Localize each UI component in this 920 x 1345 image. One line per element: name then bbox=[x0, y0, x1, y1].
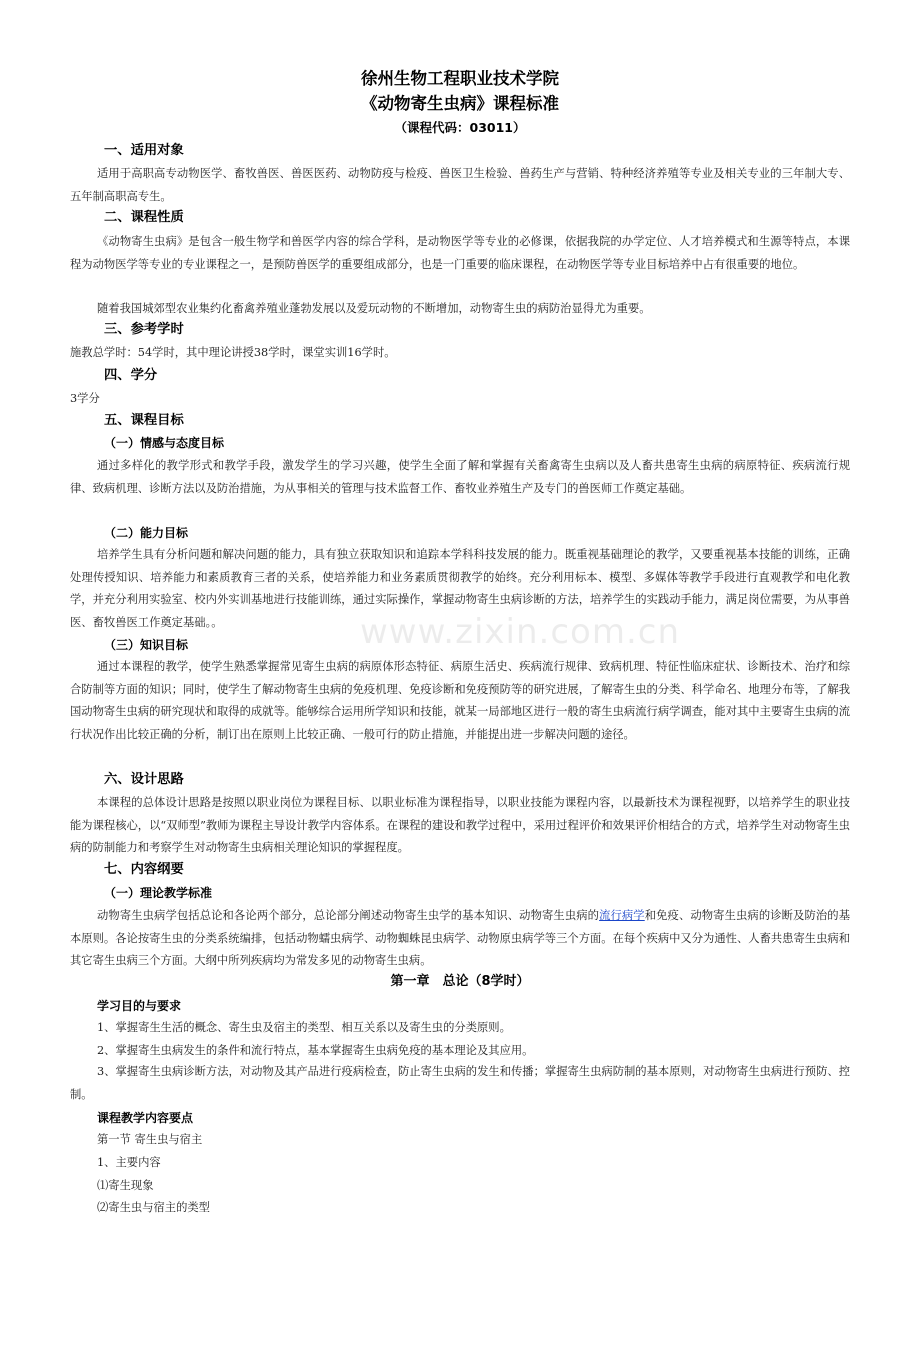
subsection-5-1-paragraph: 通过多样化的教学形式和教学手段，激发学生的学习兴趣，使学生全面了解和掌握有关畜禽寄生虫病以及人畜共患寄生虫病的病原特征、疾病流行规律、致病机理、诊断方法以及防治措施，为从事相关的管理与技术监督工作、畜牧业养殖生产及专门的兽医师工作奠定基础。 bbox=[70, 459, 850, 495]
subsection-heading-7-1: （一）理论教学标准 bbox=[104, 886, 213, 900]
content-label: 课程教学内容要点 bbox=[97, 1111, 194, 1125]
section-2-paragraph-2: 随着我国城郊型农业集约化畜禽养殖业蓬勃发展以及爱玩动物的不断增加，动物寄生虫的病防治显得尤为重要。 bbox=[97, 302, 651, 315]
paragraph-text-before-link: 动物寄生虫病学包括总论和各论两个部分，总论部分阐述动物寄生虫学的基本知识、动物寄生虫病的 bbox=[97, 909, 600, 922]
course-title: 《动物寄生虫病》课程标准 bbox=[361, 94, 559, 113]
section-heading-7: 七、内容纲要 bbox=[104, 862, 184, 877]
paragraph-text-after-link: 和免疫、动物寄生虫病的诊断及防治的基本原则。各论按寄生虫的分类系统编排，包括动物蠕虫病学、动物蜘蛛昆虫病学、动物原虫病学等三个方面。在每个疾病中又分为通性、人畜共患寄生虫病和其它寄生虫病三个方面。大纲中所列疾病均为常发多见的动物寄生虫病。 bbox=[70, 909, 850, 968]
goals-label: 学习目的与要求 bbox=[97, 999, 182, 1013]
section-1-paragraph: 适用于高职高专动物医学、畜牧兽医、兽医医药、动物防疫与检疫、兽医卫生检验、兽药生产与营销、特种经济养殖等专业及相关专业的三年制大专、五年制高职高专生。 bbox=[70, 167, 850, 203]
section-heading-4: 四、学分 bbox=[104, 368, 158, 383]
goal-3: 3、掌握寄生虫病诊断方法，对动物及其产品进行疫病检查，防止寄生虫病的发生和传播；掌握寄生虫病防制的基本原则，对动物寄生虫病进行预防、控制。 bbox=[70, 1065, 850, 1101]
subsection-7-1-paragraph bbox=[70, 905, 850, 973]
subsection-5-2-paragraph: 培养学生具有分析问题和解决问题的能力，具有独立获取知识和追踪本学科科技发展的能力。既重视基础理论的教学，又要重视基本技能的训练，正确处理传授知识、培养能力和素质教育三者的关系，使培养能力和业务素质贯彻教学的始终。充分利用标本、模型、多媒体等教学手段进行直观教学和电化教学，并充分利用实验室、校内外实训基地进行技能训练，通过实际操作，掌握动物寄生虫病诊断的方法，培养学生的实践动手能力，满足岗位需要，为从事兽医、畜牧兽医工作奠定基础。。 bbox=[70, 548, 850, 629]
subsection-heading-5-3: （三）知识目标 bbox=[104, 638, 189, 652]
chapter-1-title: 第一章 总论（8学时） bbox=[390, 974, 530, 989]
course-code: （课程代码：03011） bbox=[394, 120, 526, 135]
content-subitem-2: ⑵寄生虫与宿主的类型 bbox=[97, 1201, 210, 1214]
chapter-1-section-1: 第一节 寄生虫与宿主 bbox=[97, 1133, 203, 1146]
section-2-paragraph-1: 《动物寄生虫病》是包含一般生物学和兽医学内容的综合学科，是动物医学等专业的必修课，依据我院的办学定位、人才培养模式和生源等特点，本课程为动物医学等专业的专业课程之一，是预防兽医学的重要组成部分，也是一门重要的临床课程，在动物医学等专业目标培养中占有很重要的地位。 bbox=[70, 235, 850, 271]
content-subitem-1: ⑴寄生现象 bbox=[97, 1179, 154, 1192]
section-heading-1: 一、适用对象 bbox=[104, 143, 184, 158]
watermark: www.zixin.com.cn bbox=[360, 612, 680, 652]
section-heading-5: 五、课程目标 bbox=[104, 413, 184, 428]
school-title: 徐州生物工程职业技术学院 bbox=[361, 69, 559, 88]
main-content-item: 1、主要内容 bbox=[97, 1156, 161, 1169]
goal-1: 1、掌握寄生生活的概念、寄生虫及宿主的类型、相互关系以及寄生虫的分类原则。 bbox=[97, 1021, 511, 1034]
section-6-paragraph: 本课程的总体设计思路是按照以职业岗位为课程目标、以职业标准为课程指导，以职业技能为课程内容，以最新技术为课程视野，以培养学生的职业技能为课程核心，以“双师型”教师为课程主导设计教学内容体系。在课程的建设和教学过程中，采用过程评价和效果评价相结合的方式，培养学生对动物寄生虫病的防制能力和考察学生对动物寄生虫病相关理论知识的掌握程度。 bbox=[70, 796, 850, 855]
subsection-5-3-paragraph: 通过本课程的教学，使学生熟悉掌握常见寄生虫病的病原体形态特征、病原生活史、疾病流行规律、致病机理、特征性临床症状、诊断技术、治疗和综合防制等方面的知识；同时，使学生了解动物寄生虫病的免疫机理、免疫诊断和免疫预防等的研究进展，了解寄生虫的分类、科学命名、地理分布等，了解我国动物寄生虫病的研究现状和取得的成就等。能够综合运用所学知识和技能，就某一局部地区进行一般的寄生虫病流行病学调查，能对其中主要寄生虫病的流行状况作出比较正确的分析，制订出在原则上比较正确、一般可行的防止措施，并能提出进一步解决问题的途径。 bbox=[70, 660, 850, 741]
subsection-heading-5-2: （二）能力目标 bbox=[104, 526, 189, 540]
goal-2: 2、掌握寄生虫病发生的条件和流行特点，基本掌握寄生虫病免疫的基本理论及其应用。 bbox=[97, 1044, 534, 1057]
section-heading-6: 六、设计思路 bbox=[104, 772, 184, 787]
section-3-paragraph: 施教总学时：54学时，其中理论讲授38学时，课堂实训16学时。 bbox=[70, 346, 396, 359]
section-4-paragraph: 3学分 bbox=[70, 392, 100, 405]
epidemiology-link[interactable]: 流行病学 bbox=[599, 909, 645, 922]
subsection-heading-5-1: （一）情感与态度目标 bbox=[104, 436, 225, 450]
section-heading-3: 三、参考学时 bbox=[104, 322, 184, 337]
section-heading-2: 二、课程性质 bbox=[104, 210, 184, 225]
